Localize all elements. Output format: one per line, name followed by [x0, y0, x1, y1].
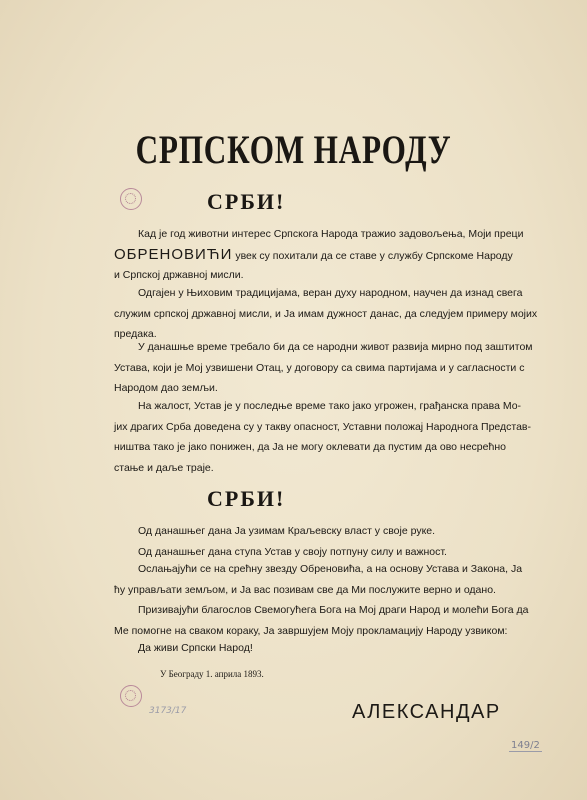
text-line: У данашње време требало би да се народни живот развија мирно под заштитом	[138, 341, 533, 353]
paragraph-9	[114, 638, 500, 659]
text-line: Кад је год животни интерес Српскога Народа тражио задовољења, Моји преци	[138, 228, 524, 240]
heading-second: СРБИ!	[207, 486, 286, 511]
dateline: У Београду 1. априла 1893.	[160, 669, 264, 679]
text-line: Народом дао земљи.	[114, 382, 218, 394]
text-line: предака.	[114, 328, 157, 340]
proclamation-title: СРПСКОМ НАРОДУ	[135, 127, 452, 172]
text-line: Устава, који је Мој узвишени Отац, у договору са свима партијама и у сагласности с	[114, 361, 525, 374]
heading-first: СРБИ!	[207, 189, 286, 214]
text-line: Одгајен у Њиховим традицијама, веран духу народном, научен да изнад свега	[138, 287, 523, 299]
paragraph-1	[114, 224, 524, 286]
archive-number: 3173/17	[149, 706, 187, 716]
signature: АЛЕКСАНДАР	[352, 701, 501, 723]
text-line: Од данашњег дана ступа Устав у своју потпуну силу и важност.	[138, 546, 447, 558]
text-line: Од данашњег дана Ја узимам Краљевску власт у своје руке.	[138, 525, 436, 537]
library-stamp-bottom	[120, 685, 142, 707]
paragraph-2	[114, 283, 538, 345]
shelf-number: 149/2	[511, 740, 540, 751]
name-obrenovici: ОБРЕНОВИЋИ	[114, 245, 233, 263]
paragraph-4	[114, 396, 532, 478]
text-line: Да живи Српски Народ!	[138, 642, 253, 654]
text-line: стање и даље траје.	[114, 461, 214, 474]
text-line: ништва тако је јако понижен, да Ја не могу оклевати да пустим да ово несрећно	[114, 441, 506, 453]
paragraph-7	[114, 559, 523, 600]
paragraph-5	[114, 521, 500, 542]
library-stamp-top	[120, 188, 142, 210]
text-line: служим српској државној мисли, и Ја имам дужност данас, да следујем примеру мојих	[114, 307, 538, 320]
text-line: јих драгих Срба доведена су у такву опасност, Уставни положај Народнога Представ-	[114, 420, 532, 433]
text-line: Призивајући благослов Свемогућега Бога на Мој драги Народ и молећи Бога да	[138, 604, 529, 616]
text-line: ћу управљати земљом, и Ја вас позивам све да Ми послужите верно и одано.	[114, 583, 496, 596]
text-line: На жалост, Устав је у последње време тако јако угрожен, грађанска права Мо-	[138, 400, 522, 412]
paragraph-3	[114, 337, 533, 399]
text-line: и Српској државној мисли.	[114, 269, 244, 281]
text-line: Ме помогне на сваком кораку, Ја завршујем Моју прокламацију Народу узвиком:	[114, 624, 508, 637]
text-line: Ослањајући се на срећну звезду Обреновића, а на основу Устава и Закона, Ја	[138, 563, 523, 575]
paragraph-8	[114, 600, 529, 641]
text-line-obrenovici: ОБРЕНОВИЋИ увек су похитали да се ставе у службу Српскоме Народу	[114, 245, 513, 263]
